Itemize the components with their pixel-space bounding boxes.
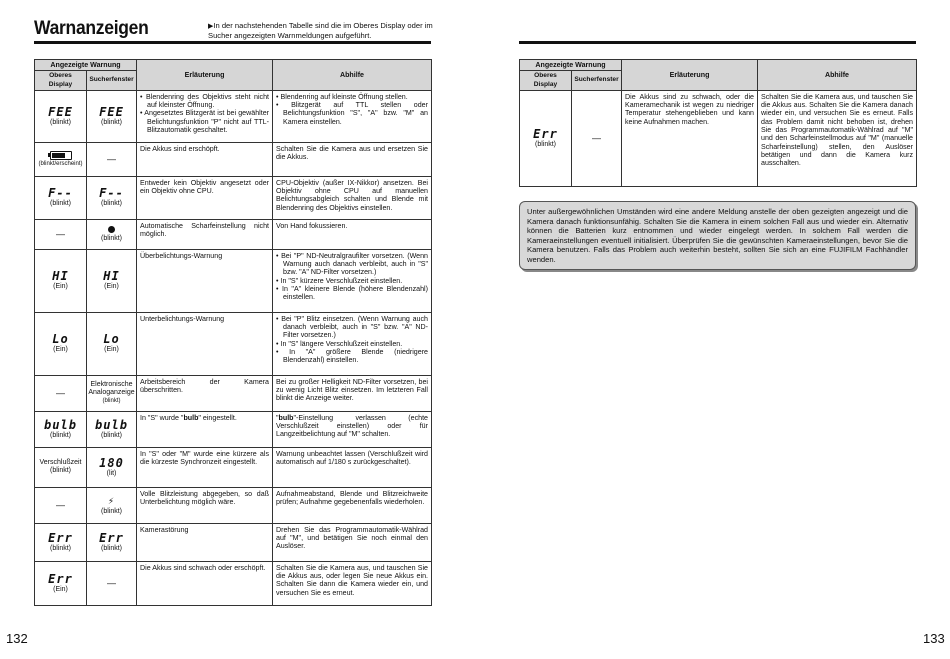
top-display-cell: [35, 561, 87, 605]
explanation-cell: Die Akkus sind erschöpft.: [137, 142, 273, 176]
viewfinder-cell: [87, 561, 137, 605]
remedy-cell: Warnung unbeachtet lassen (Verschlußzeit wird automatisch auf 1/180 s zurückgeschaltet).: [273, 447, 432, 487]
display-status: (Ein): [53, 585, 68, 593]
viewfinder-cell: [87, 523, 137, 561]
table-row: [35, 249, 432, 312]
top-display-cell: [35, 176, 87, 219]
remedy-cell: CPU-Objektiv (außer IX-Nikkor) ansetzen. Bei Objektiv ohne CPU auf manuellen Belichtungsabgleich schalten und Blende mit Blendenring des Objektivs einstellen.: [273, 176, 432, 219]
header-remedy: Abhilfe: [758, 60, 917, 91]
list-item: • Bei "P" Blitz einsetzen. (Wenn Warnung auch danach verbleibt, auch in "S" bzw. "A" ND-Filter vorsetzen.): [276, 315, 428, 340]
remedy-cell: Schalten Sie die Kamera aus, und tauschen Sie die Akkus aus, oder legen Sie neue Akkus ein. Schalten Sie dann die Kamera wieder ein, und versuchen Sie es erneut.: [273, 561, 432, 605]
explanation-cell: In "S" oder "M" wurde eine kürzere als die kürzeste Synchronzeit eingestellt.: [137, 447, 273, 487]
warnings-table: [34, 59, 432, 606]
segment-display: bulb: [95, 417, 128, 432]
viewfinder-cell: [87, 487, 137, 523]
title-rule: [34, 41, 431, 44]
battery-icon: [50, 151, 72, 160]
top-display-cell: [35, 447, 87, 487]
segment-display: Err: [48, 571, 73, 586]
segment-display: Err: [99, 530, 124, 545]
display-status: (blinkt): [100, 235, 122, 243]
header-top-display: Oberes Display: [35, 71, 87, 91]
page-title: Warnanzeigen: [34, 18, 149, 39]
segment-display: HI: [103, 269, 120, 284]
table-row: [35, 411, 432, 447]
dash-icon: —: [56, 228, 65, 239]
table-row: [35, 487, 432, 523]
viewfinder-cell: [87, 249, 137, 312]
bulb-segment-text: bulb: [278, 413, 294, 422]
warnings-table-continued: [519, 59, 917, 187]
display-status: (blinkt): [49, 544, 71, 552]
display-status: (blinkt): [102, 398, 121, 405]
display-status: (blinkt): [100, 544, 122, 552]
header-remedy: Abhilfe: [273, 60, 432, 91]
page-number: 132: [6, 631, 28, 646]
viewfinder-cell: [87, 312, 137, 375]
list-item: • In "A" größere Blende (niedrigere Blendenzahl) einstellen.: [276, 348, 428, 365]
header-explanation: Erläuterung: [622, 60, 758, 91]
explanation-cell: Entweder kein Objektiv angesetzt oder ein Objektiv ohne CPU.: [137, 176, 273, 219]
table-row: [35, 90, 432, 142]
table-row: [35, 312, 432, 375]
explanation-cell: Volle Blitzleistung abgegeben, so daß Unterbelichtung möglich wäre.: [137, 487, 273, 523]
display-text: Elektronische Analoganzeige: [88, 381, 135, 397]
dash-icon: —: [107, 577, 116, 588]
viewfinder-cell: [87, 375, 137, 411]
explanation-cell: [137, 411, 273, 447]
dash-icon: —: [107, 153, 116, 164]
dash-icon: —: [592, 132, 601, 143]
display-status: (Ein): [104, 283, 119, 291]
top-display-cell: [35, 411, 87, 447]
table-row: [35, 375, 432, 411]
text-fragment: "-Einstellung verlassen (echte Verschlußzeit einstellen) oder für Langzeitbelichtung auf "M" schalten.: [276, 413, 428, 439]
remedy-cell: Schalten Sie die Kamera aus und ersetzen Sie die Akkus.: [273, 142, 432, 176]
top-display-cell: [35, 487, 87, 523]
flash-icon: ⚡: [107, 495, 116, 507]
segment-display: FEE: [48, 104, 73, 119]
header-viewfinder: Sucherfenster: [572, 71, 622, 91]
segment-display: FEE: [99, 104, 124, 119]
segment-display: HI: [52, 269, 69, 284]
top-display-cell: [35, 523, 87, 561]
table-row: [35, 219, 432, 249]
list-item: • Angesetztes Blitzgerät ist bei gewählter Belichtungsfunktion "P" nicht auf TTL-Blitzautomatik geschaltet.: [140, 109, 269, 134]
viewfinder-cell: [87, 176, 137, 219]
focus-dot-icon: [108, 226, 115, 233]
viewfinder-cell: [87, 447, 137, 487]
list-item: • In "S" längere Verschlußzeit einstellen.: [276, 340, 428, 348]
display-status: (blinkt): [100, 118, 122, 126]
header-warning: Angezeigte Warnung: [35, 60, 137, 71]
display-status: (Ein): [104, 346, 119, 354]
display-status: (blinkt): [49, 467, 71, 475]
remedy-cell: Schalten Sie die Kamera aus, und tauschen Sie die Akkus aus. Schalten Sie die Kamera danach wieder ein, und versuchen Sie es erneut. Falls das Problem damit nicht behoben ist, drehen Sie das Programmautomatik-Wählrad auf "M" und den Scharfeinstellmodus auf "M" (manuelle Scharfeinstellung) stellen, den Auslöser betätigen und dann die Kamera kurz ausschalten.: [758, 90, 917, 186]
display-status: (blinkt): [100, 507, 122, 515]
segment-display: Err: [533, 126, 558, 141]
bulb-segment-text: bulb: [183, 413, 199, 422]
note-box: Unter außergewöhnlichen Umständen wird eine andere Meldung anstelle der oben gezeigten angezeigt und die Kamera danach funktionsunfähig. Schalten Sie die Kamera in einem solchen Fall aus und wieder ein. Alternativ können die Batterien kurz entnommen und wieder eingelegt werden. In solchem Fall werden die Kameraeinstellungen eventuell initialisiert. Überprüfen Sie die gewünschten Kameraeinstellungen, bevor Sie die Kamera benutzen. Falls das Problem auch weiterhin besteht, sollten Sie sich an eine FUJIFILM Fachhändler wenden.: [519, 201, 916, 270]
table-row: [35, 561, 432, 605]
explanation-cell: Die Akkus sind zu schwach, oder die Kameramechanik ist wegen zu niedriger Temperatur stehengeblieben und kann keine Aufnahmen machen.: [622, 90, 758, 186]
display-status: (blinkt): [534, 140, 556, 148]
top-display-cell: [35, 249, 87, 312]
segment-display: Lo: [103, 332, 120, 347]
remedy-cell: [273, 312, 432, 375]
top-display-cell: [35, 219, 87, 249]
header-explanation: Erläuterung: [137, 60, 273, 91]
dash-icon: —: [56, 499, 65, 510]
viewfinder-cell: [87, 219, 137, 249]
text-fragment: ": [276, 413, 279, 422]
viewfinder-cell: [87, 142, 137, 176]
display-status: (blinkt): [49, 200, 71, 208]
display-status: (blinkt): [100, 431, 122, 439]
display-status: (lit): [106, 469, 117, 477]
display-status: (blinkt): [100, 200, 122, 208]
remedy-cell: [273, 249, 432, 312]
explanation-cell: Überbelichtungs-Warnung: [137, 249, 273, 312]
text-fragment: In "S" wurde ": [140, 413, 184, 422]
explanation-cell: Unterbelichtungs-Warnung: [137, 312, 273, 375]
explanation-cell: [137, 90, 273, 142]
display-status: (blinkt): [49, 431, 71, 439]
list-item: • Blitzgerät auf TTL stellen oder Belichtungsfunktion "S", "A" bzw. "M" an Kamera einstellen.: [276, 101, 428, 126]
explanation-cell: Arbeitsbereich der Kamera überschritten.: [137, 375, 273, 411]
list-item: • In "A" kleinere Blende (höhere Blendenzahl) einstellen.: [276, 285, 428, 302]
viewfinder-cell: [87, 411, 137, 447]
dash-icon: —: [56, 387, 65, 398]
list-item: • Blendenring des Objektivs steht nicht auf kleinster Öffnung.: [140, 93, 269, 110]
viewfinder-cell: [87, 90, 137, 142]
table-row: [520, 90, 917, 186]
display-text: Verschlußzeit: [39, 459, 82, 467]
text-fragment: " eingestellt.: [198, 413, 237, 422]
segment-display: 180: [99, 455, 124, 470]
top-display-cell: [35, 312, 87, 375]
remedy-cell: [273, 411, 432, 447]
table-row: [35, 523, 432, 561]
explanation-cell: Kamerastörung: [137, 523, 273, 561]
table-row: [35, 176, 432, 219]
arrow-right-icon: ▶: [208, 23, 214, 30]
top-display-cell: [35, 142, 87, 176]
explanation-cell: Automatische Scharfeinstellung nicht möglich.: [137, 219, 273, 249]
table-row: [35, 447, 432, 487]
segment-display: bulb: [44, 417, 77, 432]
segment-display: F--: [99, 186, 124, 201]
top-display-cell: [35, 375, 87, 411]
segment-display: Err: [48, 530, 73, 545]
remedy-cell: Aufnahmeabstand, Blende und Blitzreichweite prüfen; Aufnahme gegebenenfalls wiederholen.: [273, 487, 432, 523]
remedy-cell: Von Hand fokussieren.: [273, 219, 432, 249]
display-status: (Ein): [53, 346, 68, 354]
remedy-cell: [273, 90, 432, 142]
segment-display: F--: [48, 186, 73, 201]
title-rule: [519, 41, 916, 44]
display-status: (Ein): [53, 283, 68, 291]
intro-text: [208, 21, 438, 40]
header-viewfinder: Sucherfenster: [87, 71, 137, 91]
page-number: 133: [923, 631, 945, 646]
segment-display: Lo: [52, 332, 69, 347]
remedy-cell: Bei zu großer Helligkeit ND-Filter vorsetzen, bei zu wenig Licht Blitz einsetzen. Im letzteren Fall blinkt die Anzeige weiter.: [273, 375, 432, 411]
top-display-cell: [520, 90, 572, 186]
intro-body: In der nachstehenden Tabelle sind die im Oberes Display oder im Sucher angezeigten Warnmeldungen aufgeführt.: [208, 21, 433, 40]
list-item: • Blendenring auf kleinste Öffnung stellen.: [276, 93, 428, 101]
list-item: • Bei "P" ND-Neutralgraufilter vorsetzen. (Wenn Warnung auch danach verbleibt, auch in "S" bzw. "A" ND-Filter vorsetzen.): [276, 252, 428, 277]
table-row: [35, 142, 432, 176]
display-status: (blinkt/erscheint): [38, 160, 83, 167]
list-item: • In "S" kürzere Verschlußzeit einstellen.: [276, 277, 428, 285]
header-warning: Angezeigte Warnung: [520, 60, 622, 71]
remedy-cell: Drehen Sie das Programmautomatik-Wählrad auf "M", und betätigen Sie noch einmal den Auslöser.: [273, 523, 432, 561]
explanation-cell: Die Akkus sind schwach oder erschöpft.: [137, 561, 273, 605]
header-top-display: Oberes Display: [520, 71, 572, 91]
display-status: (blinkt): [49, 118, 71, 126]
top-display-cell: [35, 90, 87, 142]
viewfinder-cell: [572, 90, 622, 186]
